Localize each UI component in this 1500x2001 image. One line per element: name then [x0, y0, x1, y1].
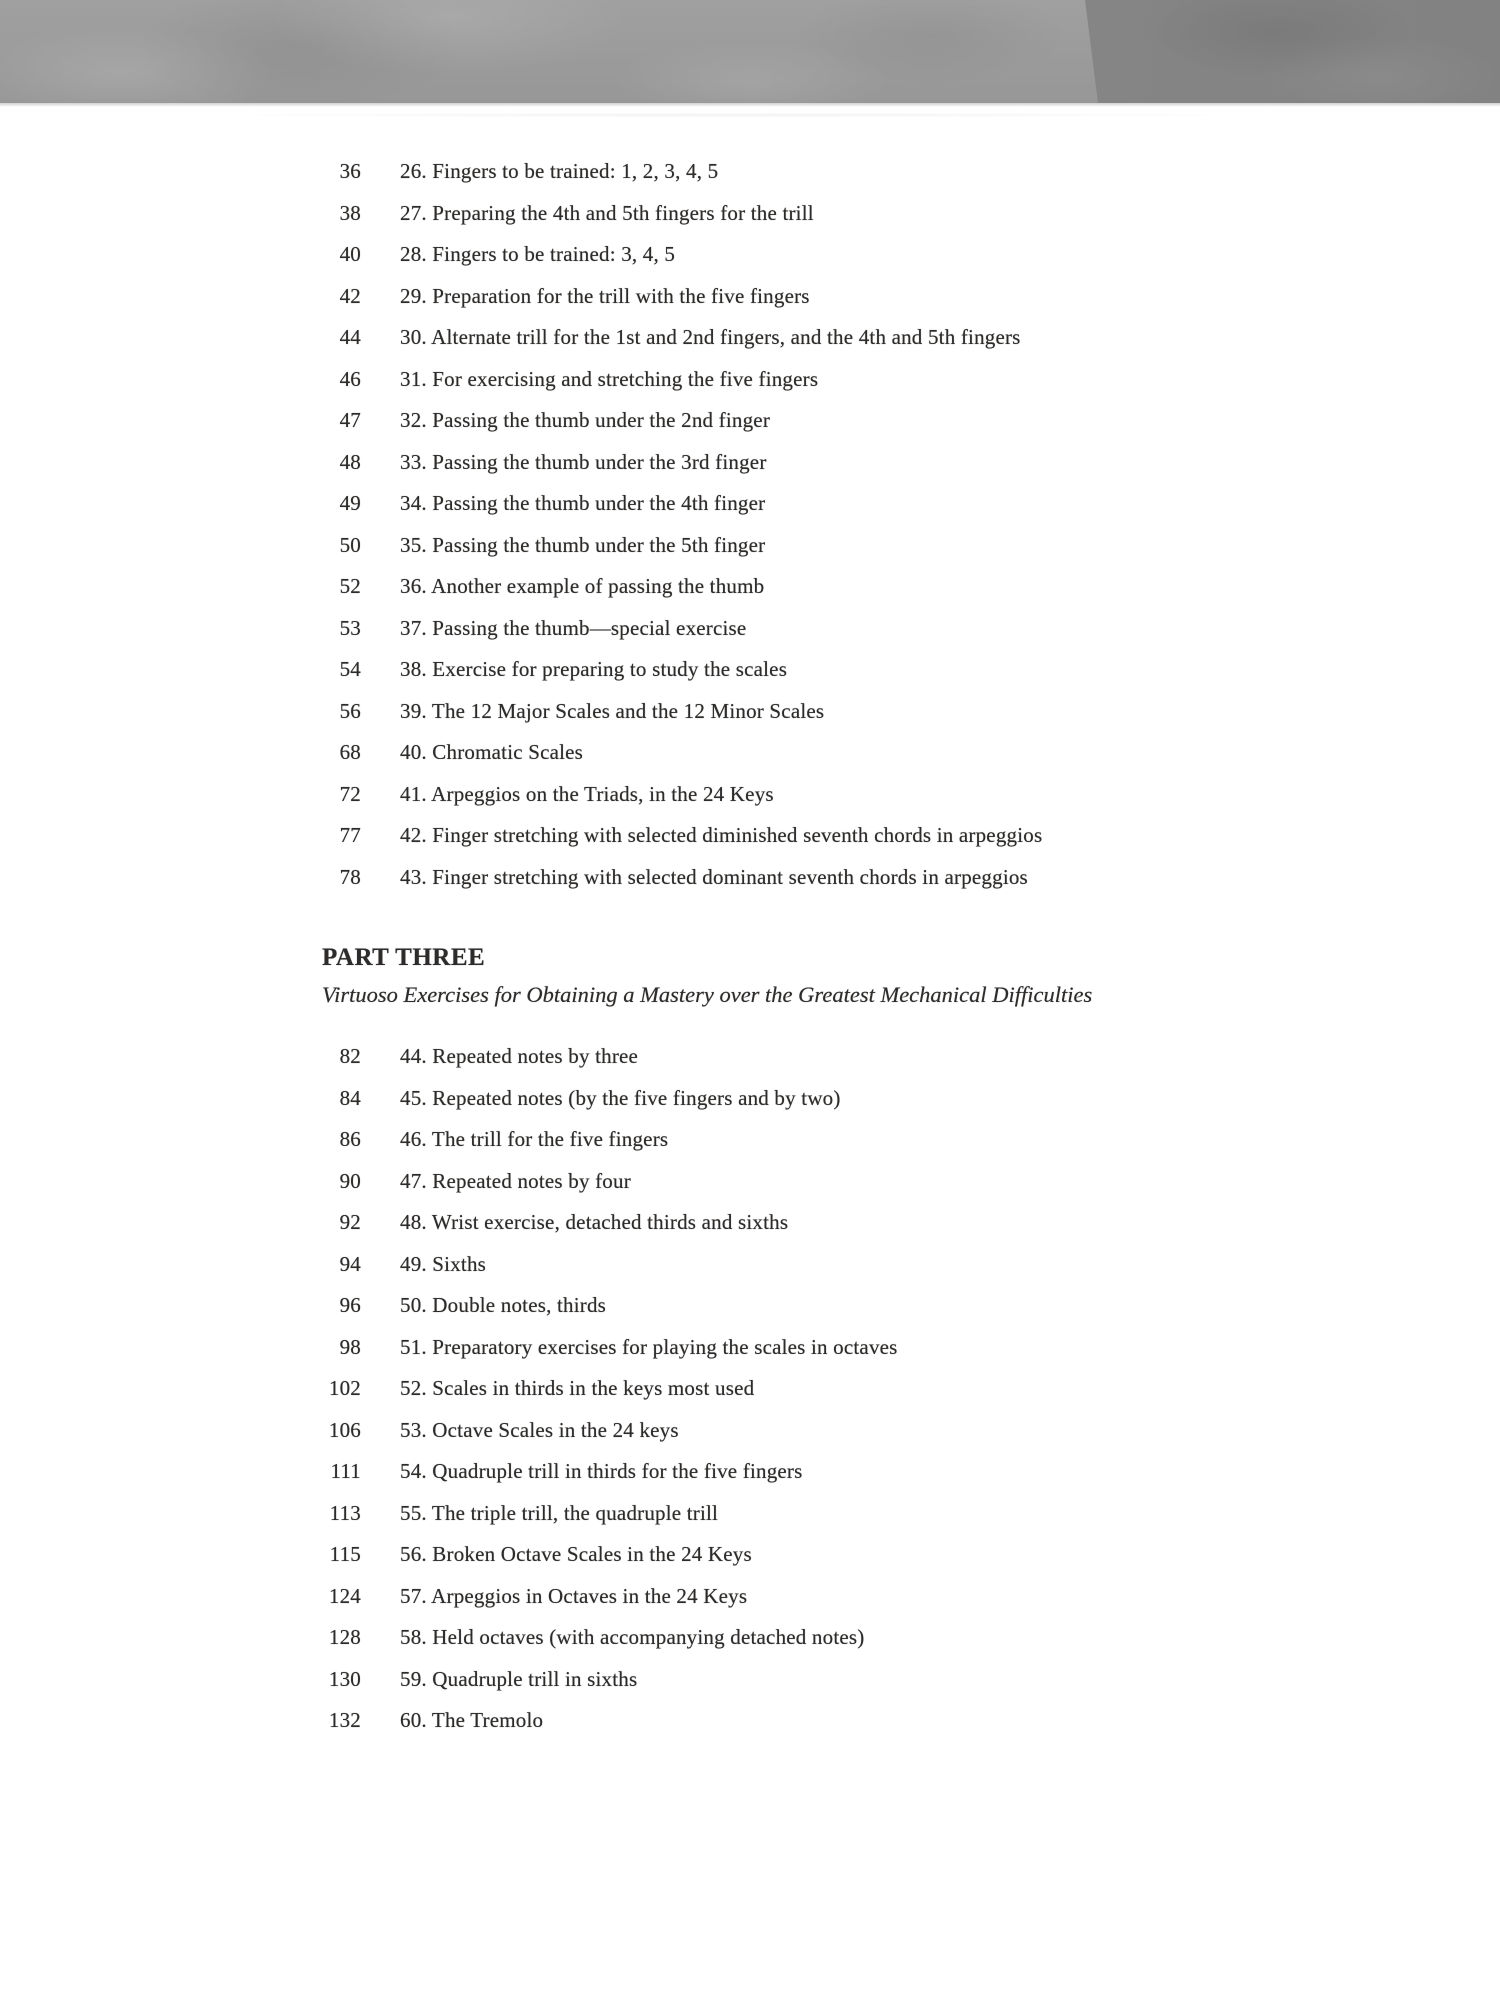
toc-page-number: 72 — [339, 781, 361, 806]
toc-page-number: 115 — [329, 1542, 361, 1567]
toc-entry-title: 52. Scales in thirds in the keys most used — [400, 1376, 755, 1401]
toc-page-number: 47 — [339, 408, 361, 433]
toc-row — [240, 1202, 1300, 1244]
toc-page-number: 52 — [339, 574, 361, 599]
toc-entry-title: 36. Another example of passing the thumb — [400, 574, 765, 599]
toc-page-number: 36 — [339, 159, 361, 184]
part-three-contents-list — [240, 1036, 1300, 1742]
toc-page-number: 50 — [339, 532, 361, 557]
toc-entry-title: 27. Preparing the 4th and 5th fingers for the trill — [400, 200, 814, 225]
toc-entry-title: 37. Passing the thumb—special exercise — [400, 615, 747, 640]
toc-page-number: 56 — [339, 698, 361, 723]
toc-row — [240, 483, 1300, 525]
toc-entry-title: 40. Chromatic Scales — [400, 740, 584, 765]
toc-row — [240, 1036, 1300, 1078]
toc-entry-title: 42. Finger stretching with selected diminished seventh chords in arpeggios — [400, 823, 1043, 848]
toc-entry-title: 48. Wrist exercise, detached thirds and sixths — [400, 1210, 789, 1235]
toc-row — [240, 1368, 1300, 1410]
toc-page-number: 102 — [328, 1376, 361, 1401]
toc-row — [240, 1285, 1300, 1327]
toc-page-number: 94 — [339, 1251, 361, 1276]
toc-page-number: 106 — [328, 1417, 361, 1442]
toc-entry-title: 38. Exercise for preparing to study the scales — [400, 657, 788, 682]
toc-entry-title: 31. For exercising and stretching the five fingers — [400, 366, 819, 391]
toc-entry-title: 51. Preparatory exercises for playing the scales in octaves — [400, 1334, 898, 1359]
toc-row — [240, 317, 1300, 359]
toc-entry-title: 50. Double notes, thirds — [400, 1293, 607, 1318]
toc-entry-title: 32. Passing the thumb under the 2nd finger — [400, 408, 771, 433]
toc-entry-title: 43. Finger stretching with selected dominant seventh chords in arpeggios — [400, 864, 1028, 889]
toc-row — [240, 1493, 1300, 1535]
toc-entry-title: 45. Repeated notes (by the five fingers and by two) — [400, 1085, 841, 1110]
toc-entry-title: 47. Repeated notes by four — [400, 1168, 631, 1193]
toc-page-number: 132 — [328, 1708, 361, 1733]
toc-page-number: 111 — [330, 1459, 361, 1484]
toc-page-number: 78 — [339, 864, 361, 889]
toc-page-number: 82 — [339, 1044, 361, 1069]
toc-row — [240, 1576, 1300, 1618]
toc-row — [240, 1410, 1300, 1452]
toc-page-number: 53 — [339, 615, 361, 640]
toc-row — [240, 691, 1300, 733]
toc-row — [240, 608, 1300, 650]
toc-entry-title: 28. Fingers to be trained: 3, 4, 5 — [400, 242, 676, 267]
toc-page-number: 38 — [339, 200, 361, 225]
scan-header-band — [0, 0, 1500, 103]
toc-row — [240, 566, 1300, 608]
toc-page-number: 42 — [339, 283, 361, 308]
toc-row — [240, 1078, 1300, 1120]
toc-row — [240, 151, 1300, 193]
toc-page-number: 113 — [329, 1500, 361, 1525]
toc-page-number: 128 — [328, 1625, 361, 1650]
toc-entry-title: 54. Quadruple trill in thirds for the five fingers — [400, 1459, 803, 1484]
toc-page-number: 90 — [339, 1168, 361, 1193]
toc-row — [240, 1534, 1300, 1576]
toc-entry-title: 46. The trill for the five fingers — [400, 1127, 669, 1152]
toc-row — [240, 649, 1300, 691]
toc-row — [240, 1700, 1300, 1742]
part-three-heading: PART THREE — [322, 944, 486, 971]
toc-entry-title: 59. Quadruple trill in sixths — [400, 1666, 638, 1691]
toc-page-number: 48 — [339, 449, 361, 474]
toc-row — [240, 1327, 1300, 1369]
toc-entry-title: 30. Alternate trill for the 1st and 2nd fingers, and the 4th and 5th fingers — [400, 325, 1021, 350]
toc-entry-title: 33. Passing the thumb under the 3rd finger — [400, 449, 767, 474]
toc-row — [240, 359, 1300, 401]
scan-artifact-smudge — [40, 112, 1420, 118]
toc-entry-title: 44. Repeated notes by three — [400, 1044, 639, 1069]
toc-row — [240, 1161, 1300, 1203]
toc-row — [240, 774, 1300, 816]
toc-page-number: 84 — [339, 1085, 361, 1110]
toc-row — [240, 525, 1300, 567]
part-three-subtitle: Virtuoso Exercises for Obtaining a Mastery over the Greatest Mechanical Difficulties — [322, 982, 1093, 1007]
scan-band-edge — [0, 103, 1500, 107]
toc-entry-title: 57. Arpeggios in Octaves in the 24 Keys — [400, 1583, 748, 1608]
toc-entry-title: 34. Passing the thumb under the 4th finger — [400, 491, 766, 516]
toc-row — [240, 400, 1300, 442]
toc-page-number: 49 — [339, 491, 361, 516]
scan-header-band-shadow — [0, 0, 1500, 103]
toc-row — [240, 1451, 1300, 1493]
part-two-contents-list — [240, 151, 1300, 898]
toc-row — [240, 732, 1300, 774]
toc-row — [240, 234, 1300, 276]
toc-row — [240, 1244, 1300, 1286]
toc-page-number: 68 — [339, 740, 361, 765]
toc-row — [240, 1659, 1300, 1701]
toc-page-number: 96 — [339, 1293, 361, 1318]
toc-entry-title: 60. The Tremolo — [400, 1708, 544, 1733]
toc-row — [240, 857, 1300, 899]
toc-page-number: 86 — [339, 1127, 361, 1152]
toc-entry-title: 26. Fingers to be trained: 1, 2, 3, 4, 5 — [400, 159, 719, 184]
toc-page-number: 46 — [339, 366, 361, 391]
toc-row — [240, 815, 1300, 857]
toc-row — [240, 193, 1300, 235]
toc-row — [240, 1119, 1300, 1161]
toc-page-number: 54 — [339, 657, 361, 682]
toc-entry-title: 39. The 12 Major Scales and the 12 Minor Scales — [400, 698, 825, 723]
toc-entry-title: 35. Passing the thumb under the 5th finger — [400, 532, 766, 557]
toc-row — [240, 1617, 1300, 1659]
toc-entry-title: 56. Broken Octave Scales in the 24 Keys — [400, 1542, 752, 1567]
toc-page-number: 130 — [328, 1666, 361, 1691]
toc-entry-title: 49. Sixths — [400, 1251, 487, 1276]
toc-page-number: 124 — [328, 1583, 361, 1608]
toc-row — [240, 442, 1300, 484]
toc-page-number: 77 — [339, 823, 361, 848]
toc-entry-title: 41. Arpeggios on the Triads, in the 24 Keys — [400, 781, 774, 806]
toc-page-number: 40 — [339, 242, 361, 267]
toc-page-number: 92 — [339, 1210, 361, 1235]
toc-entry-title: 53. Octave Scales in the 24 keys — [400, 1417, 679, 1442]
toc-row — [240, 276, 1300, 318]
toc-entry-title: 29. Preparation for the trill with the five fingers — [400, 283, 810, 308]
toc-page-number: 44 — [339, 325, 361, 350]
toc-page-number: 98 — [339, 1334, 361, 1359]
toc-entry-title: 58. Held octaves (with accompanying detached notes) — [400, 1625, 865, 1650]
toc-entry-title: 55. The triple trill, the quadruple trill — [400, 1500, 719, 1525]
